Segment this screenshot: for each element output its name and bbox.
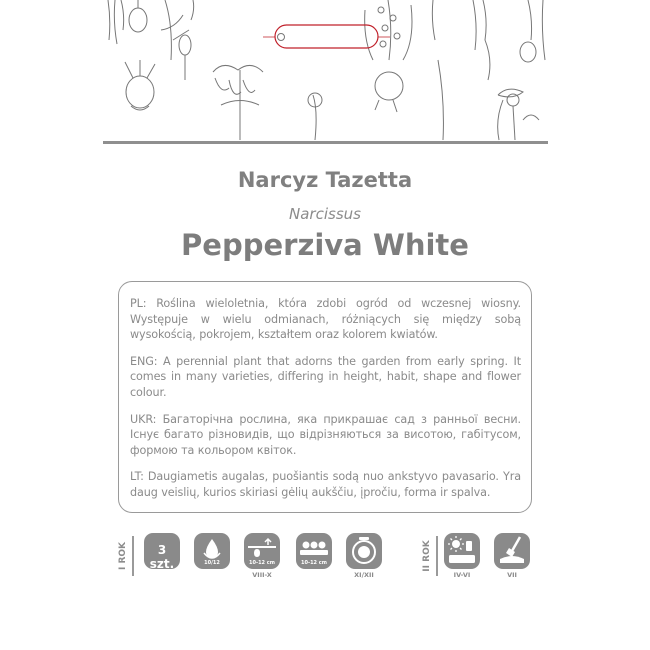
quantity-icon: 3 szt. <box>144 533 180 569</box>
description-eng: ENG: A perennial plant that adorns the garden from early spring. It comes in many varieties, differing in height, habit, shape and flower colour. <box>130 354 521 399</box>
sunny-position-icon <box>444 533 480 569</box>
description-pl: PL: Roślina wieloletnia, która zdobi ogród od wczesnej wiosny. Występuje w wielu odmianach, różniących się między sobą wysokością, pokrojem, kształtem oraz kolorem kwiatów. <box>130 297 521 342</box>
botanical-illustration <box>103 0 548 146</box>
description-box <box>118 281 532 513</box>
year1-divider <box>132 536 134 576</box>
planting-spacing-icon: 10-12 cm <box>296 533 332 569</box>
variety-name: Pepperziva White <box>181 228 469 262</box>
planting-period: VIII-X <box>252 571 272 579</box>
common-name: Narcyz Tazetta <box>237 168 413 192</box>
bulb-size-icon: 10/12 <box>194 533 230 569</box>
year1-label: I ROK <box>118 541 128 571</box>
description-ukr: UKR: Багаторічна рослина, яка прикрашає сад з ранньої весни. Існує багато різновидів, що відрізняються за висотою, габітусом, формою та кольором квіток. <box>130 412 521 457</box>
bulb-digging-icon <box>494 533 530 569</box>
flowering-period: XI/XII <box>354 571 374 579</box>
planting-depth-icon: 10-12 cm <box>244 533 280 569</box>
year2-label: II ROK <box>422 540 432 572</box>
latin-name: Narcissus <box>289 205 361 223</box>
year2-divider <box>436 536 438 576</box>
digging-period: VII <box>507 571 517 579</box>
description-lt: LT: Daugiametis augalas, puošiantis sodą nuo ankstyvo pavasario. Yra daug veislių, kurios skiriasi gėlių aukščiu, įpročiu, forma ir spalva. <box>130 470 521 499</box>
rest-period: IV-VI <box>453 571 471 579</box>
flowering-time-icon <box>346 533 382 569</box>
divider-line <box>103 141 548 144</box>
